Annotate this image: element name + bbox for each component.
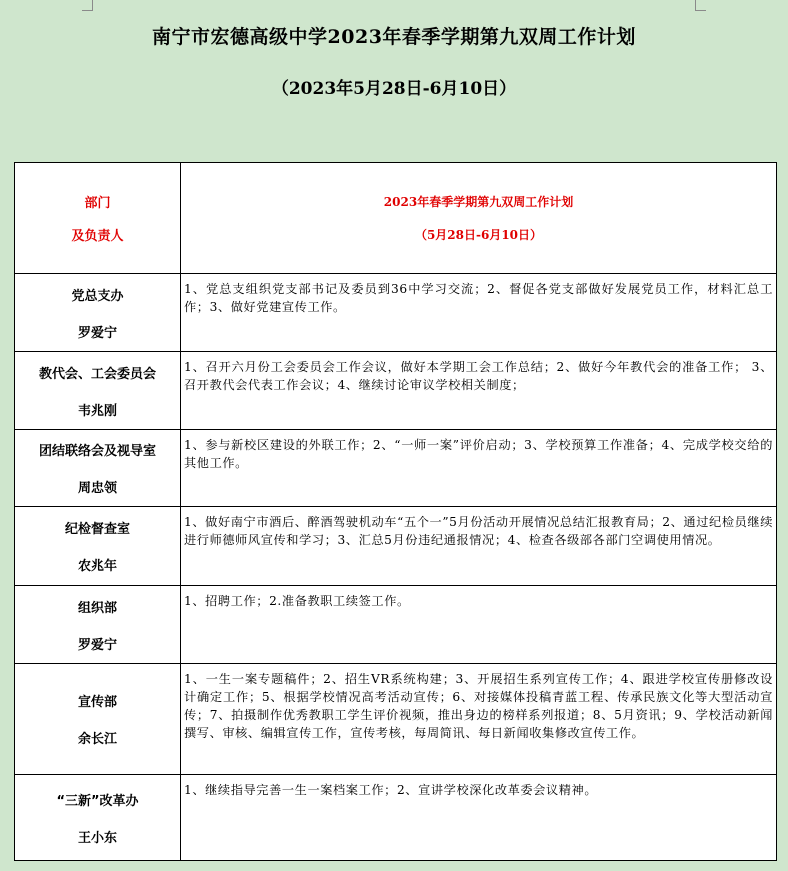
table-row (15, 352, 777, 430)
department-head: 韦兆刚 (77, 403, 117, 419)
department-cell (15, 352, 181, 430)
table-row (15, 586, 777, 664)
header-plan-cell (181, 163, 777, 274)
page-title: 南宁市宏德高级中学2023年春季学期第九双周工作计划 (152, 26, 636, 48)
department-head: 罗爱宁 (77, 325, 117, 341)
department-head: 农兆年 (77, 559, 117, 574)
work-plan-sheet (14, 162, 776, 861)
department-name: 团结联络会及视导室 (38, 444, 156, 459)
department-head: 王小东 (77, 830, 117, 846)
table-row (15, 775, 777, 861)
table-row (15, 664, 777, 775)
plan-cell: 1、召开六月份工会委员会工作会议，做好本学期工会工作总结；2、做好今年教代会的准备工作； 3、召开教代会代表工作会议；4、继续讨论审议学校相关制度； (181, 352, 777, 430)
header-person-label: 及负责人 (71, 229, 124, 244)
department-name: “三新”改革办 (56, 793, 139, 809)
department-cell (15, 586, 181, 664)
department-head: 罗爱宁 (77, 637, 117, 653)
department-name: 组织部 (77, 600, 117, 616)
department-name: 纪检督查室 (64, 522, 130, 537)
page-corner-mark-right (695, 0, 706, 11)
plan-cell: 1、招聘工作；2.准备教职工续签工作。 (181, 586, 777, 664)
work-plan-table (14, 162, 777, 861)
department-head: 余长江 (77, 732, 117, 747)
department-cell (15, 507, 181, 586)
department-cell (15, 664, 181, 775)
header-plan-dates: （5月28日-6月10日） (414, 228, 543, 242)
plan-cell: 1、继续指导完善一生一案档案工作；2、宣讲学校深化改革委会议精神。 (181, 775, 777, 861)
header-department-cell (15, 163, 181, 274)
department-cell (15, 775, 181, 861)
plan-cell: 1、一生一案专题稿件；2、招生VR系统构建；3、开展招生系列宣传工作；4、跟进学校宣传册修改设计确定工作；5、根据学校情况高考活动宣传；6、对接媒体投稿青蓝工程、传承民族文化等大型活动宣传；7、拍摄制作优秀教职工学生评价视频，推出身边的榜样系列报道；8、5月资讯；9、学校活动新闻撰写、审核、编辑宣传工作，宣传考核，每周简讯、每日新闻收集修改宣传工作。 (181, 664, 777, 775)
page-corner-mark-left (82, 0, 93, 11)
department-cell (15, 274, 181, 352)
table-row (15, 274, 777, 352)
department-name: 宣传部 (77, 695, 117, 710)
table-row (15, 507, 777, 586)
table-row (15, 430, 777, 507)
header-plan-title: 2023年春季学期第九双周工作计划 (383, 195, 574, 209)
department-name: 教代会、工会委员会 (38, 366, 156, 382)
department-name: 党总支办 (71, 288, 124, 304)
table-header-row (15, 163, 777, 274)
department-head: 周忠领 (77, 481, 117, 496)
page-subtitle: （2023年5月28日-6月10日） (271, 79, 517, 99)
header-department-label: 部门 (84, 196, 111, 211)
plan-cell: 1、做好南宁市酒后、醉酒驾驶机动车“五个一”5月份活动开展情况总结汇报教育局；2、通过纪检员继续进行师德师风宣传和学习；3、汇总5月份违纪通报情况；4、检查各级部各部门空调使用情况。 (181, 507, 777, 586)
department-cell (15, 430, 181, 507)
plan-cell: 1、参与新校区建设的外联工作；2、“一师一案”评价启动；3、学校预算工作准备；4、完成学校交给的其他工作。 (181, 430, 777, 507)
plan-cell: 1、党总支组织党支部书记及委员到36中学习交流；2、督促各党支部做好发展党员工作，材料汇总工作；3、做好党建宣传工作。 (181, 274, 777, 352)
